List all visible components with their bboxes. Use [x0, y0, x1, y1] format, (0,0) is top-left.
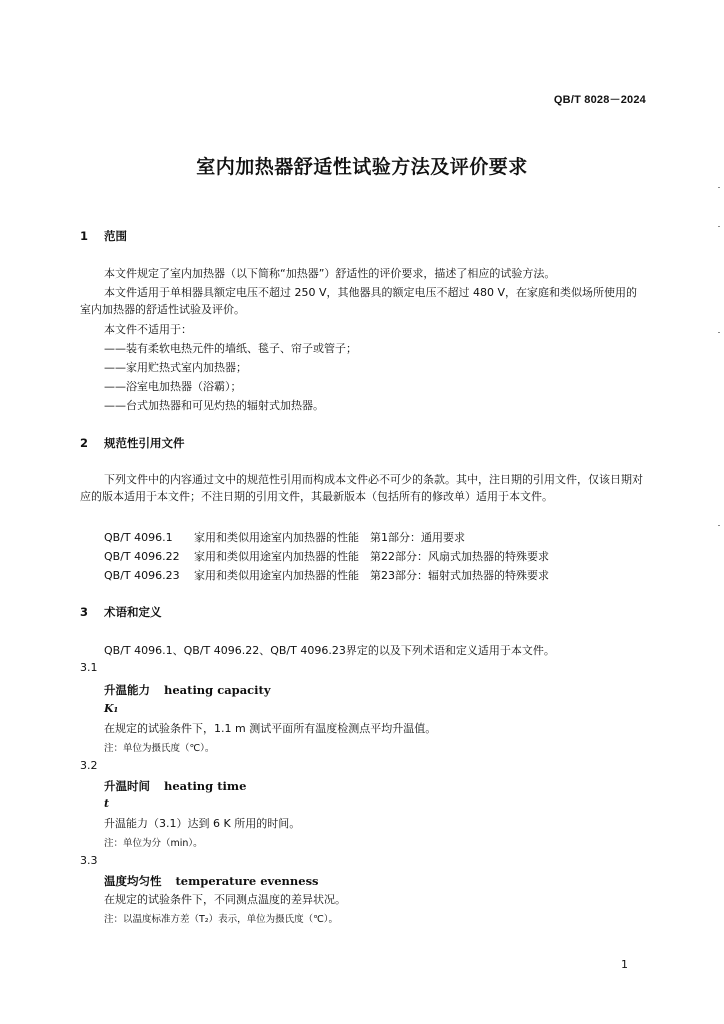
reference-title: 家用和类似用途室内加热器的性能 第1部分：通用要求 — [194, 531, 465, 544]
section-title: 术语和定义 — [104, 605, 162, 619]
section-number: 3 — [80, 605, 89, 619]
section-3-heading — [80, 604, 162, 620]
scope-paragraph-1: 本文件规定了室内加热器（以下简称“加热器”）舒适性的评价要求，描述了相应的试验方法。 — [104, 267, 556, 280]
reference-title: 家用和类似用途室内加热器的性能 第23部分：辐射式加热器的特殊要求 — [194, 569, 549, 582]
section-1-heading — [80, 228, 127, 244]
section-2-heading — [80, 435, 185, 451]
term-definition: 在规定的试验条件下，1.1 m 测试平面所有温度检测点平均升温值。 — [104, 722, 437, 735]
term-english: heating capacity — [164, 683, 271, 697]
term-number: 3.2 — [80, 759, 98, 772]
exclusion-item: ——浴室电加热器（浴霸）； — [104, 380, 242, 393]
scan-mark — [718, 332, 720, 333]
term-note: 注：单位为分（min）。 — [104, 838, 203, 849]
term-chinese: 温度均匀性 — [104, 874, 162, 888]
exclusion-item: ——家用贮热式室内加热器； — [104, 361, 247, 374]
term-definition: 升温能力（3.1）达到 6 K 所用的时间。 — [104, 817, 301, 830]
reference-item — [104, 548, 549, 565]
reference-code: QB/T 4096.23 — [104, 569, 180, 582]
term-chinese: 升温能力 — [104, 683, 150, 697]
term-number: 3.3 — [80, 854, 98, 867]
term-definition: 在规定的试验条件下，不同测点温度的差异状况。 — [104, 893, 346, 906]
exclusion-item: ——装有柔软电热元件的墙纸、毯子、帘子或管子； — [104, 342, 357, 355]
term-title — [104, 682, 271, 698]
term-title — [104, 778, 246, 794]
term-symbol: t — [104, 797, 110, 810]
reference-code: QB/T 4096.22 — [104, 550, 180, 563]
scan-mark — [718, 226, 720, 227]
term-number: 3.1 — [80, 661, 98, 674]
exclusion-item: ——台式加热器和可见灼热的辐射式加热器。 — [104, 399, 324, 412]
page-number: 1 — [621, 958, 628, 971]
terms-intro: QB/T 4096.1、QB/T 4096.22、QB/T 4096.23界定的以及下列术语和定义适用于本文件。 — [104, 644, 555, 657]
term-chinese: 升温时间 — [104, 779, 150, 793]
term-note: 注：单位为摄氏度（℃）。 — [104, 743, 215, 754]
section-number: 2 — [80, 436, 89, 450]
term-note: 注：以温度标准方差（T₂）表示，单位为摄氏度（℃）。 — [104, 914, 339, 925]
normative-references-paragraph: 下列文件中的内容通过文中的规范性引用而构成本文件必不可少的条款。其中，注日期的引用文件，仅该日期对应的版本适用于本文件；不注日期的引用文件，其最新版本（包括所有的修改单）适用于本文件。 — [80, 473, 643, 503]
scan-mark — [718, 525, 720, 526]
document-title: 室内加热器舒适性试验方法及评价要求 — [196, 156, 528, 178]
scope-paragraph-3: 本文件不适用于： — [104, 323, 192, 336]
reference-item — [104, 529, 465, 546]
section-title: 规范性引用文件 — [104, 436, 185, 450]
section-title: 范围 — [104, 229, 127, 243]
term-title — [104, 873, 319, 889]
reference-item — [104, 567, 549, 584]
scope-paragraph-2: 本文件适用于单相器具额定电压不超过 250 V，其他器具的额定电压不超过 480 V，在家庭和类似场所使用的室内加热器的舒适性试验及评价。 — [80, 286, 638, 316]
reference-title: 家用和类似用途室内加热器的性能 第22部分：风扇式加热器的特殊要求 — [194, 550, 549, 563]
scan-mark — [718, 187, 720, 188]
term-english: temperature evenness — [175, 874, 319, 888]
standard-code: QB/T 8028－2024 — [553, 94, 646, 106]
term-symbol: K₁ — [104, 702, 119, 715]
reference-code: QB/T 4096.1 — [104, 531, 173, 544]
section-number: 1 — [80, 229, 89, 243]
term-english: heating time — [164, 779, 247, 793]
